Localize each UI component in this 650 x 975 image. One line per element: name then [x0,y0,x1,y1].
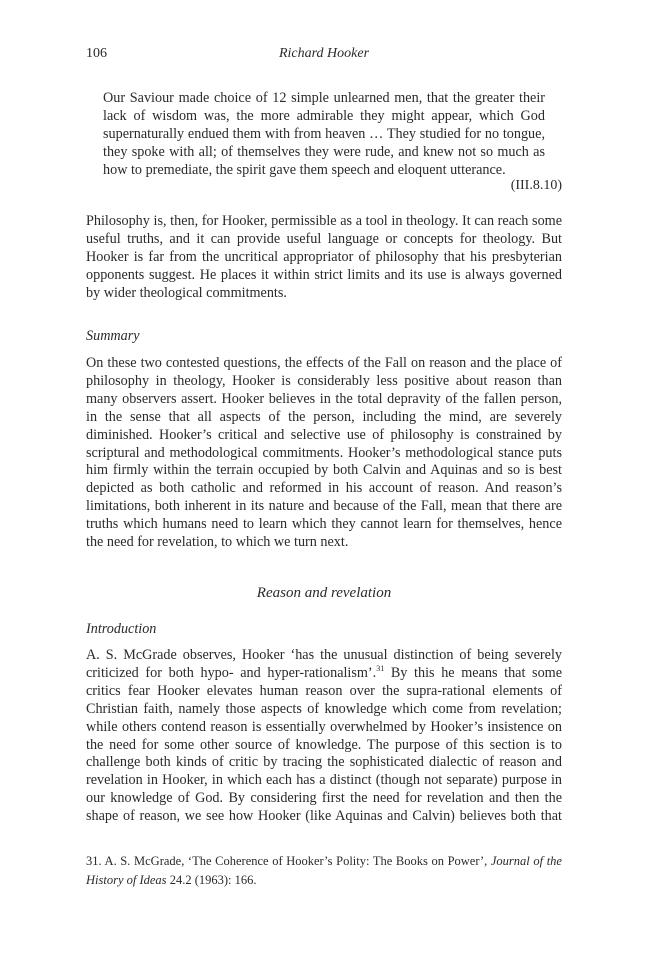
running-header [86,46,562,66]
intro-text-start: A. S. McGrade observes, Hooker ‘has the unusual distinction of being severely criticized for both hypo- and hyper-rationalism’. [86,647,562,681]
footnote-citation: A. S. McGrade, ‘The Coherence of Hooker’s Polity: The Books on Power’, [101,854,491,868]
summary-paragraph: On these two contested questions, the effects of the Fall on reason and the place of philosophy in theology, Hooker is considerably less positive about reason than many observers assert. Hooker believes in the total depravity of the fallen person, in the sense that all aspects of the person, including the mind, are severely diminished. Hooker’s critical and selective use of philosophy is constrained by scriptural and methodological commitments. Hooker’s methodological stance puts him firmly within the terrain occupied by both Calvin and Aquinas and so is best depicted as both catholic and reformed in his account of reason. And reason’s limitations, both inherent in its nature and because of the Fall, mean that there are truths which humans need to learn which they cannot learn for themselves, hence the need for revelation, to which we turn next. [86,355,562,551]
footnote [86,852,562,889]
page-number: 106 [86,46,107,61]
paragraph-philosophy: Philosophy is, then, for Hooker, permissible as a tool in theology. It can reach some useful truths, and it can provide useful language or concepts for theology. But Hooker is far from the uncritical appropriator of philosophy that his presbyterian opponents suggest. He places it within strict limits and its use is always governed by wider theological commitments. [86,213,562,301]
introduction-paragraph [86,647,562,826]
quote-reference: (III.8.10) [510,178,562,193]
block-quote: Our Saviour made choice of 12 simple unlearned men, that the greater their lack of wisdom was, the more admirable they might appear, which God supernaturally endued them with from heaven … They studied for no tongue, they spoke with all; of themselves they were rude, and knew not so much as how to premediate, the spirit gave them speech and eloquent utterance. [103,90,545,178]
footnote-journal: Journal of the History of Ideas [86,854,562,887]
footnote-citation-end: 24.2 (1963): 166. [166,872,257,887]
running-title: Richard Hooker [278,46,370,61]
summary-heading: Summary [86,328,140,344]
footnote-marker[interactable]: 31 [376,663,385,673]
introduction-heading: Introduction [86,621,157,637]
intro-text-rest: By this he means that some critics fear Hooker elevates human reason over the supra-rational elements of Christian faith, namely those aspects of knowledge which come from revelation; while others contend reason is essentially overwhelmed by Hooker’s insistence on the need for some other source of knowledge. The purpose of this section is to challenge both kinds of critic by tracing the sophisticated dialectic of reason and revelation in Hooker, in which each has a distinct (though not separate) purpose in our knowledge of God. By considering first the need for revelation and then the shape of reason, we see how Hooker (like Aquinas and Calvin) believes both that [86,664,562,825]
footnote-number: 31. [86,854,102,868]
section-title: Reason and revelation [256,585,392,601]
